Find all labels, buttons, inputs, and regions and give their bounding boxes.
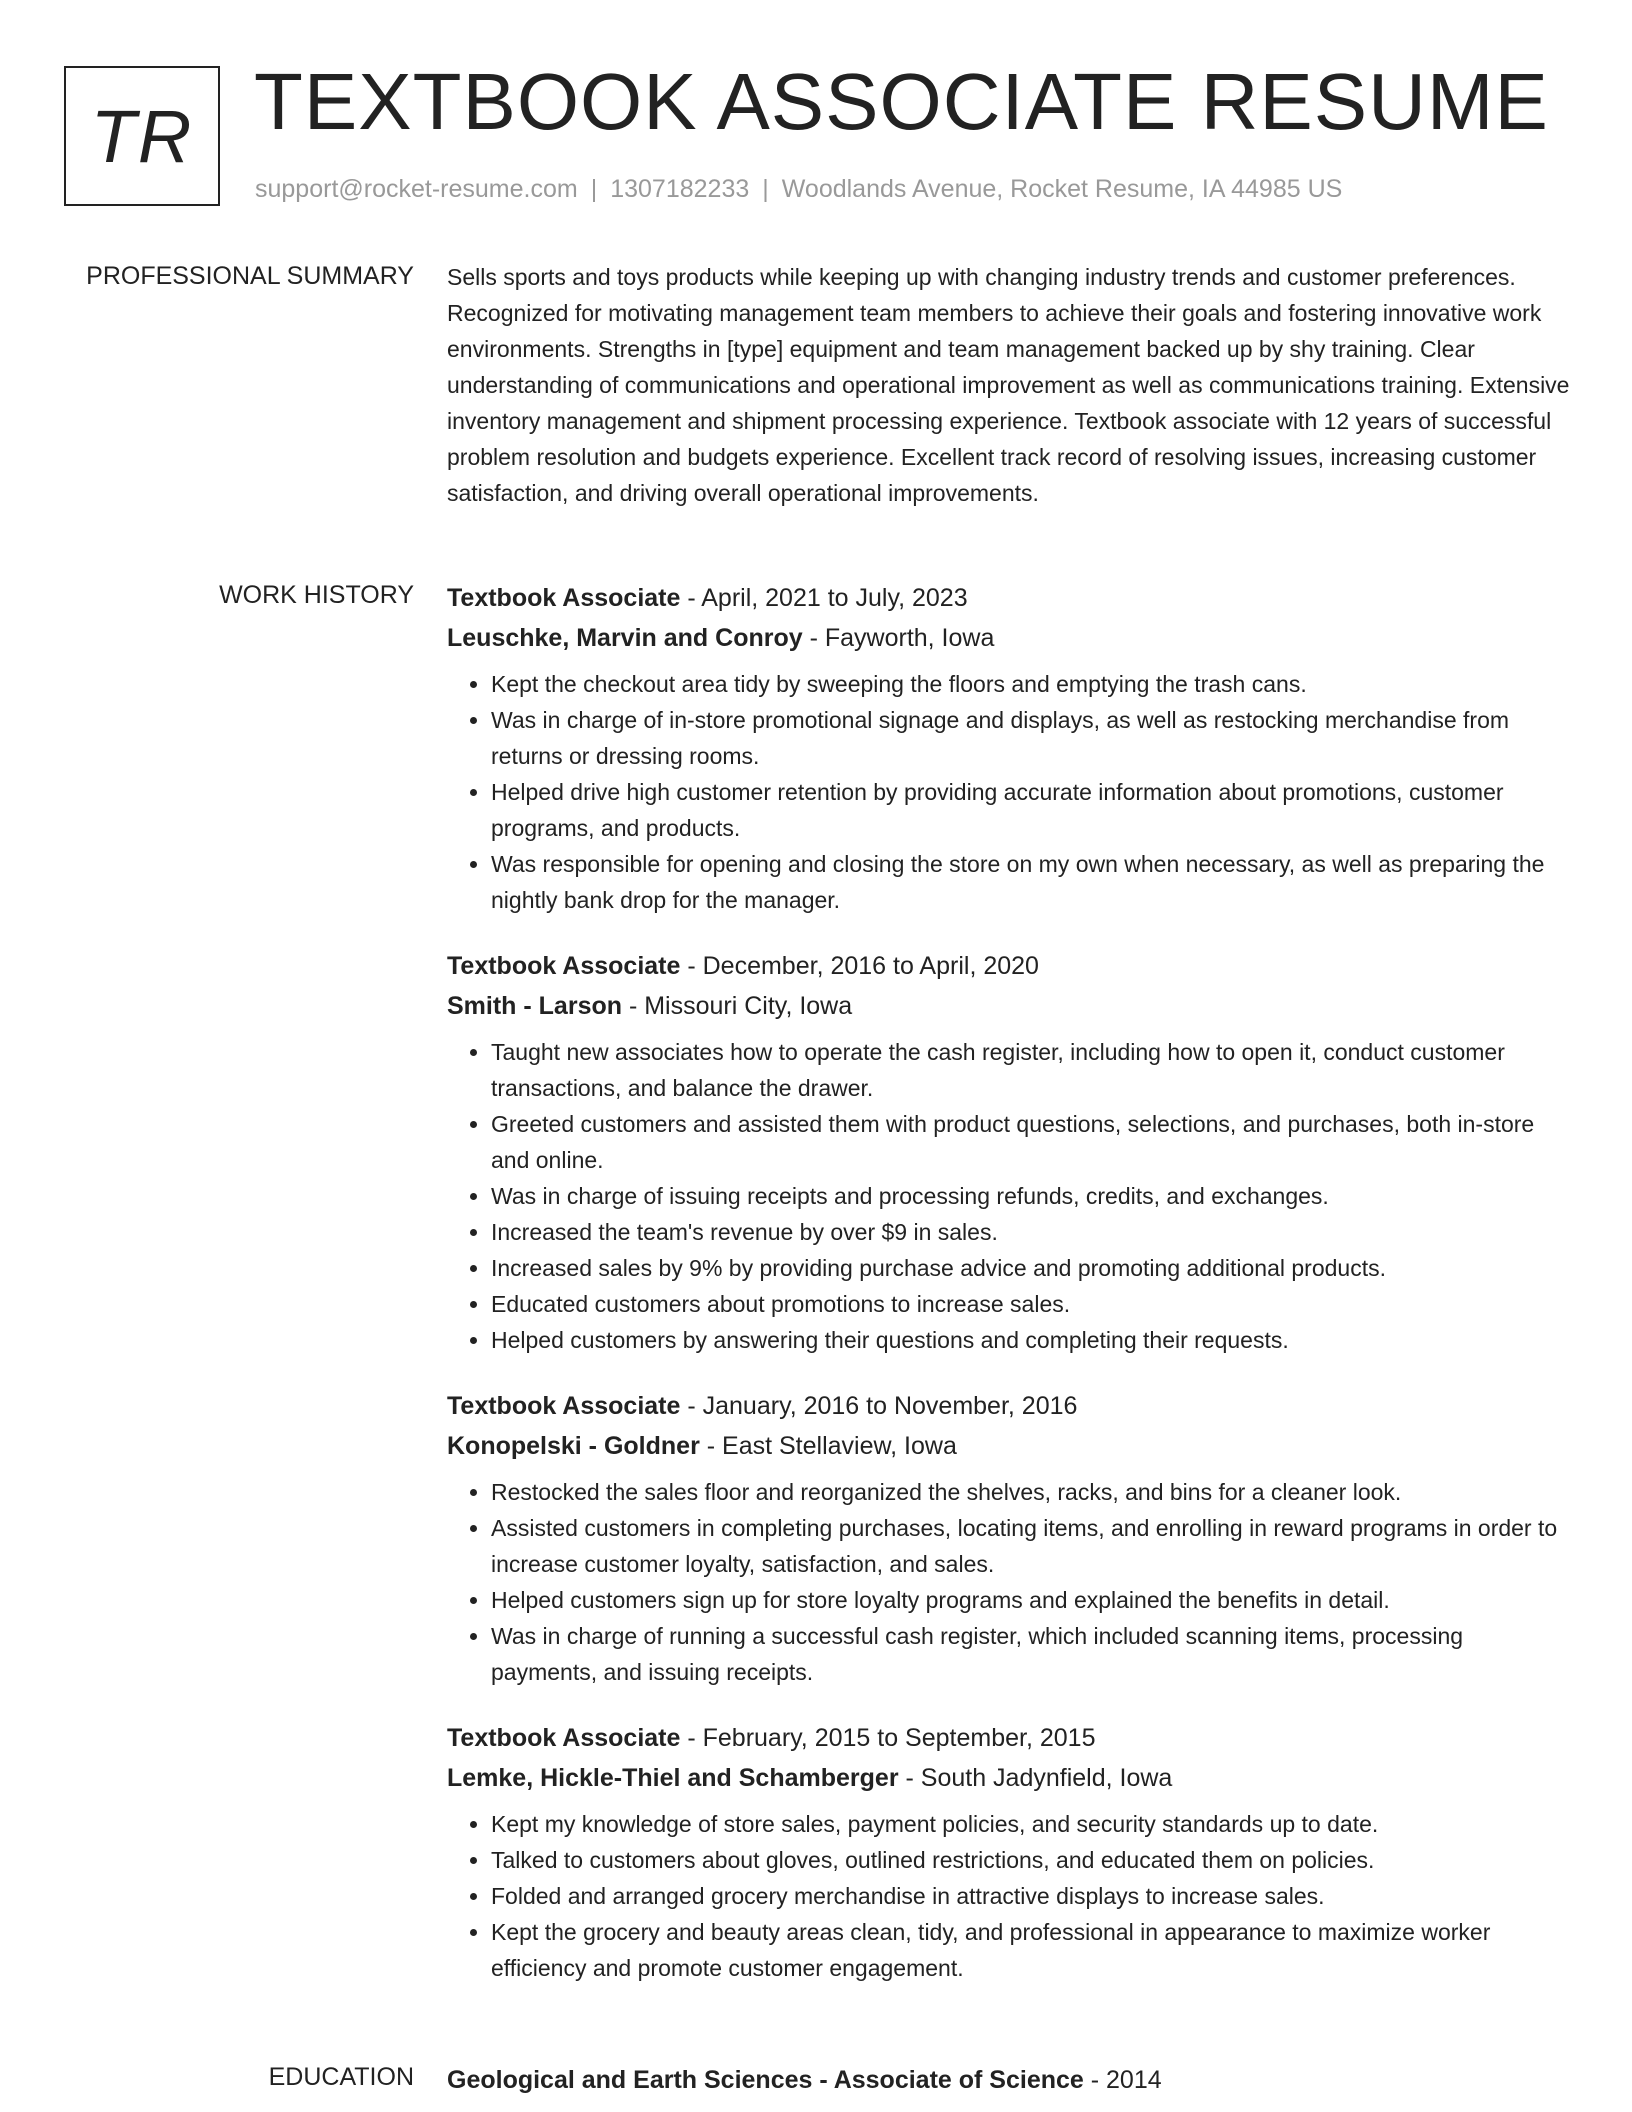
work-history-label: WORK HISTORY xyxy=(219,581,414,609)
job-bullet: • Restocked the sales floor and reorganized the shelves, racks, and bins for a cleaner look. xyxy=(491,1474,1572,1510)
job-title-line xyxy=(447,578,1572,618)
job-location: - South Jadynfield, Iowa xyxy=(898,1764,1173,1792)
job-location: - East Stellaview, Iowa xyxy=(699,1432,957,1460)
job-bullets xyxy=(447,1806,1572,1986)
contact-separator: | xyxy=(590,175,598,203)
contact-separator: | xyxy=(762,175,769,203)
education-year: - 2014 xyxy=(1083,2066,1162,2094)
job-bullets xyxy=(447,666,1572,918)
job-company-line xyxy=(447,986,1572,1026)
job-bullets xyxy=(447,1034,1572,1358)
job-bullet: • Was in charge of in-store promotional signage and displays, as well as restocking merchandise from returns or dressing rooms. xyxy=(491,702,1572,774)
job-bullet: • Greeted customers and assisted them with product questions, selections, and purchases, both in-store and online. xyxy=(491,1106,1572,1178)
job-dates: - January, 2016 to November, 2016 xyxy=(680,1392,1078,1420)
job-bullet: • Helped customers by answering their questions and completing their requests. xyxy=(491,1322,1572,1358)
job-company: Konopelski - Goldner xyxy=(447,1432,700,1460)
job-bullet: • Taught new associates how to operate the cash register, including how to open it, conduct customer transactions, and balance the drawer. xyxy=(491,1034,1572,1106)
education-label: EDUCATION xyxy=(268,2063,414,2091)
job-bullet: • Kept the grocery and beauty areas clean, tidy, and professional in appearance to maximize worker efficiency and promote customer engagement. xyxy=(491,1914,1572,1986)
job-list xyxy=(447,578,1572,2014)
job-title: Textbook Associate xyxy=(447,1392,681,1420)
education-entry xyxy=(447,2060,1572,2100)
job-company: Lemke, Hickle-Thiel and Schamberger xyxy=(447,1764,899,1792)
job-company-line xyxy=(447,618,1572,658)
job-location: - Fayworth, Iowa xyxy=(802,624,995,652)
resume-title: TEXTBOOK ASSOCIATE RESUME xyxy=(254,57,1549,146)
job-bullet: • Was in charge of issuing receipts and processing refunds, credits, and exchanges. xyxy=(491,1178,1572,1214)
job-bullet: • Increased the team's revenue by over $9 in sales. xyxy=(491,1214,1572,1250)
contact-address: Woodlands Avenue, Rocket Resume, IA 44985 US xyxy=(781,175,1343,203)
job-entry xyxy=(447,1386,1572,1690)
summary-label: PROFESSIONAL SUMMARY xyxy=(86,262,414,290)
summary-text: Sells sports and toys products while keeping up with changing industry trends and customer preferences. Recognized for motivating management team members to achieve their goals and fostering innovative work environments. Strengths in [type] equipment and team management backed up by shy training. Clear understanding of communications and operational improvement as well as communications training. Extensive inventory management and shipment processing experience. Textbook associate with 12 years of successful problem resolution and budgets experience. Excellent track record of resolving issues, increasing customer satisfaction, and driving overall operational improvements. xyxy=(447,264,1570,506)
job-company-line xyxy=(447,1758,1572,1798)
job-location: - Missouri City, Iowa xyxy=(622,992,853,1020)
job-bullets xyxy=(447,1474,1572,1690)
job-company-line xyxy=(447,1426,1572,1466)
job-bullet: • Talked to customers about gloves, outlined restrictions, and educated them on policies. xyxy=(491,1842,1572,1878)
job-bullet: • Kept my knowledge of store sales, payment policies, and security standards up to date. xyxy=(491,1806,1572,1842)
job-title-line xyxy=(447,1386,1572,1426)
contact-line xyxy=(255,175,1342,204)
job-bullet: • Was responsible for opening and closing the store on my own when necessary, as well as preparing the nightly bank drop for the manager. xyxy=(491,846,1572,918)
job-company: Smith - Larson xyxy=(447,992,623,1020)
job-bullet: • Helped customers sign up for store loyalty programs and explained the benefits in detail. xyxy=(491,1582,1572,1618)
job-title: Textbook Associate xyxy=(447,1724,681,1752)
job-bullet: • Assisted customers in completing purchases, locating items, and enrolling in reward programs in order to increase customer loyalty, satisfaction, and sales. xyxy=(491,1510,1572,1582)
job-dates: - December, 2016 to April, 2020 xyxy=(680,952,1039,980)
job-bullet: • Educated customers about promotions to increase sales. xyxy=(491,1286,1572,1322)
job-title: Textbook Associate xyxy=(447,584,681,612)
job-bullet: • Kept the checkout area tidy by sweeping the floors and emptying the trash cans. xyxy=(491,666,1572,702)
job-company: Leuschke, Marvin and Conroy xyxy=(447,624,803,652)
job-bullet: • Folded and arranged grocery merchandise in attractive displays to increase sales. xyxy=(491,1878,1572,1914)
job-entry xyxy=(447,1718,1572,1986)
job-title-line xyxy=(447,946,1572,986)
job-title-line xyxy=(447,1718,1572,1758)
job-bullet: • Increased sales by 9% by providing purchase advice and promoting additional products. xyxy=(491,1250,1572,1286)
job-title: Textbook Associate xyxy=(447,952,681,980)
contact-phone: 1307182233 xyxy=(610,175,750,203)
monogram-badge xyxy=(64,66,220,206)
job-dates: - February, 2015 to September, 2015 xyxy=(680,1724,1096,1752)
job-bullet: • Helped drive high customer retention by providing accurate information about promotions, customer programs, and products. xyxy=(491,774,1572,846)
job-dates: - April, 2021 to July, 2023 xyxy=(680,584,968,612)
education-degree: Geological and Earth Sciences - Associate of Science xyxy=(447,2066,1084,2094)
job-entry xyxy=(447,946,1572,1358)
job-bullet: • Was in charge of running a successful cash register, which included scanning items, processing payments, and issuing receipts. xyxy=(491,1618,1572,1690)
monogram-initials: TR xyxy=(90,94,194,178)
contact-email: support@rocket-resume.com xyxy=(255,175,578,203)
job-entry xyxy=(447,578,1572,918)
